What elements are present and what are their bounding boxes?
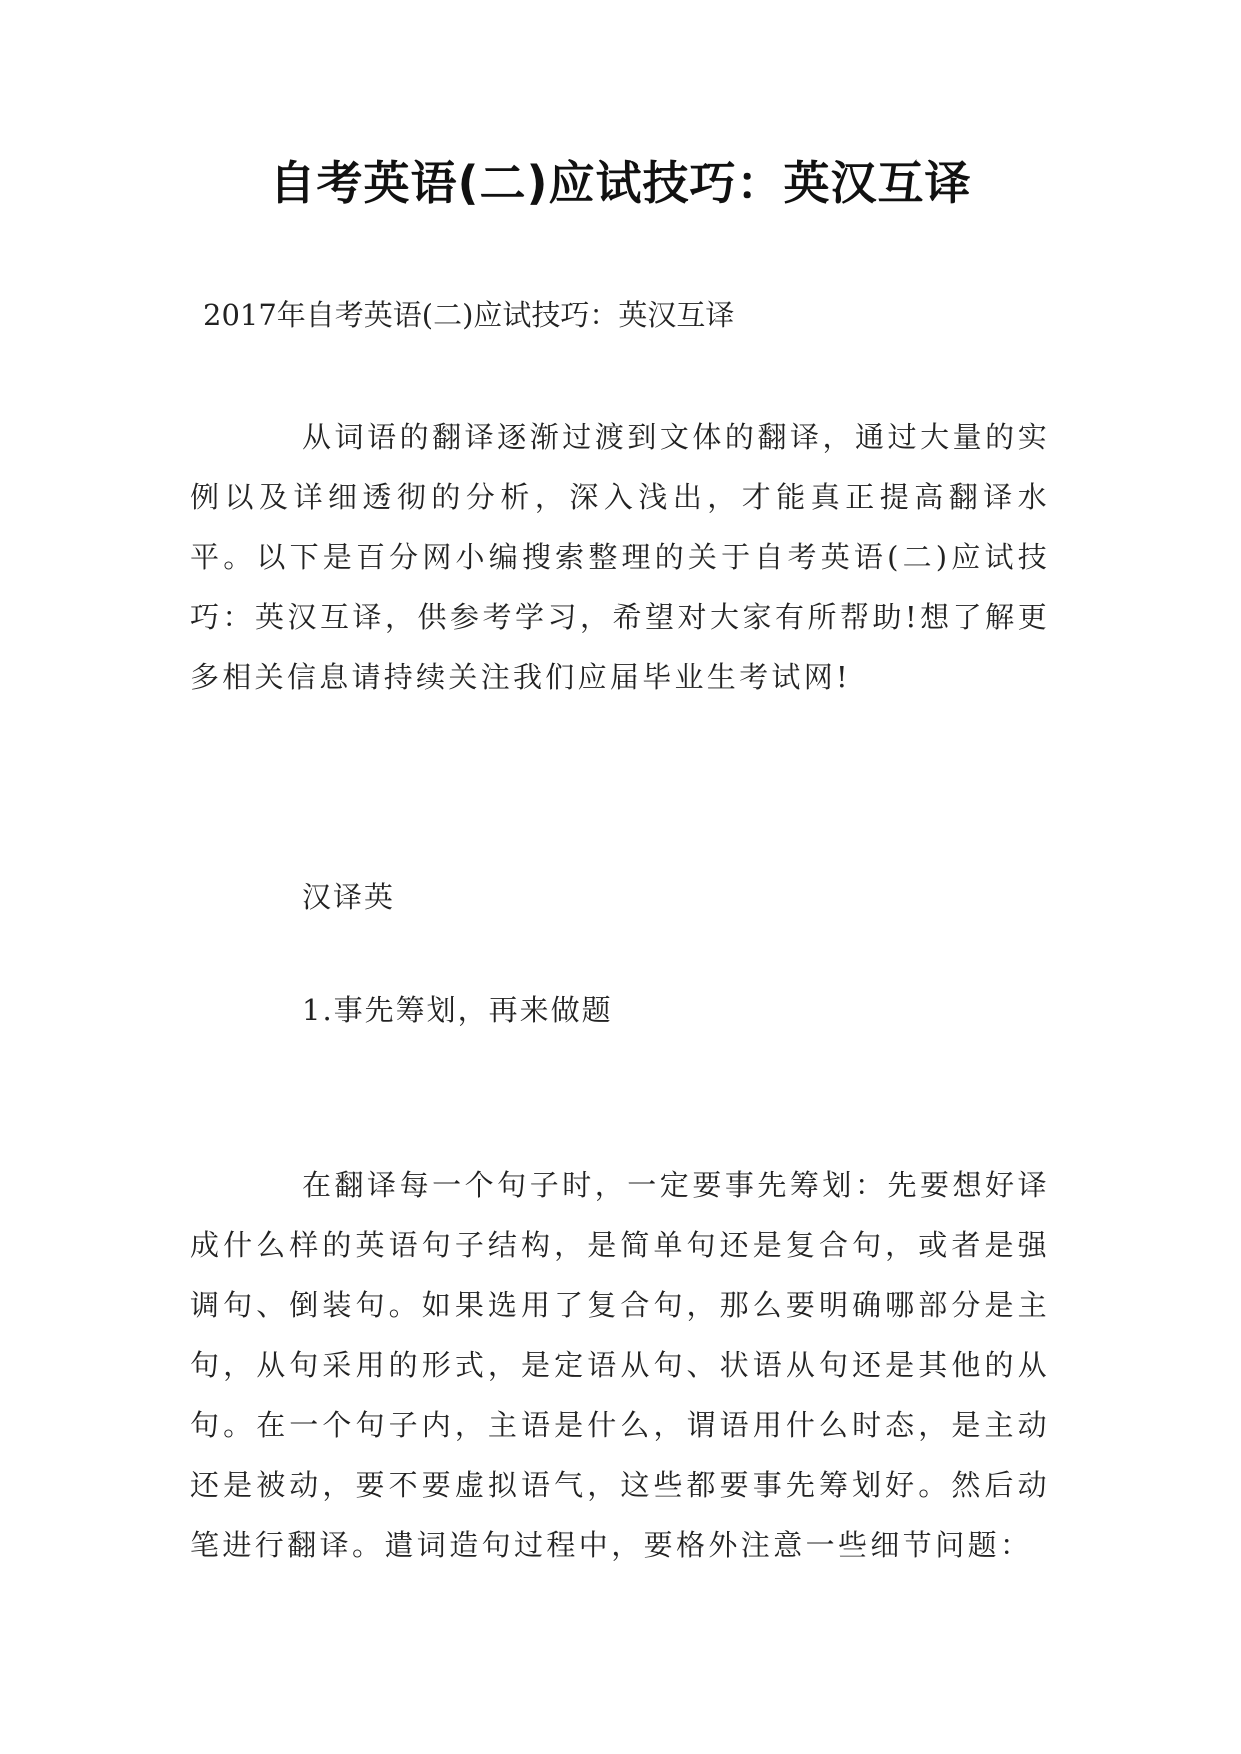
body-paragraph: 在翻译每一个句子时，一定要事先筹划：先要想好译成什么样的英语句子结构，是简单句还是复合句，或者是强调句、倒装句。如果选用了复合句，那么要明确哪部分是主句，从句采用的形式，是定语从句、状语从句还是其他的从句。在一个句子内，主语是什么，谓语用什么时态，是主动还是被动，要不要虚拟语气，这些都要事先筹划好。然后动笔进行翻译。遣词造句过程中，要格外注意一些细节问题： <box>190 1168 1050 1562</box>
document-title: 自考英语(二)应试技巧：英汉互译 <box>269 156 972 210</box>
document-subtitle: 2017年自考英语(二)应试技巧：英汉互译 <box>203 298 735 332</box>
item-heading: 1.事先筹划，再来做题 <box>302 993 613 1027</box>
section-heading: 汉译英 <box>302 880 396 914</box>
intro-paragraph: 从词语的翻译逐渐过渡到文体的翻译，通过大量的实例以及详细透彻的分析，深入浅出，才能真正提高翻译水平。以下是百分网小编搜索整理的关于自考英语(二)应试技巧：英汉互译，供参考学习，希望对大家有所帮助!想了解更多相关信息请持续关注我们应届毕业生考试网! <box>190 420 1050 694</box>
